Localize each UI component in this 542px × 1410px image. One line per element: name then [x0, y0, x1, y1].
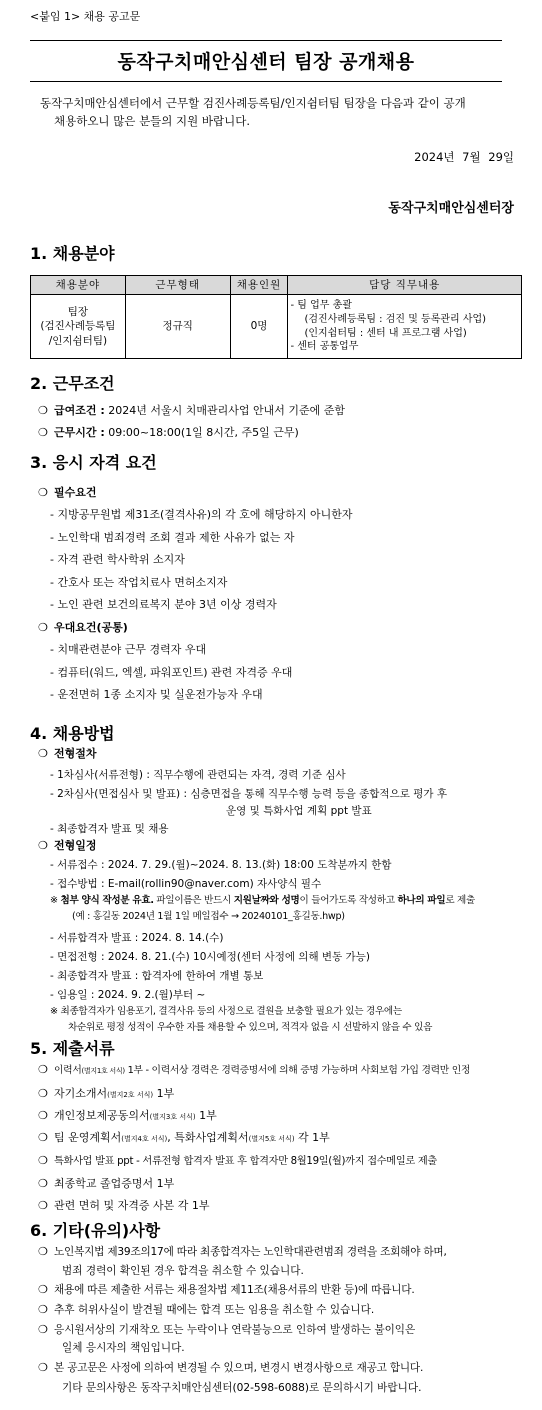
- doc-name: 개인정보제공동의서: [54, 1109, 150, 1122]
- notice-text: 추후 허위사실이 발견될 때에는 합격 또는 임용을 취소할 수 있습니다.: [54, 1304, 375, 1316]
- header-type: 근무형태: [125, 276, 230, 295]
- list-item: - 지방공무원법 제31조(결격사유)의 각 호에 해당하지 아니한자: [50, 508, 353, 521]
- duty-line-2: (검진사례등록팀 : 검진 및 등록관리 사업): [304, 313, 487, 325]
- section-2-title: 2. 근무조건: [30, 374, 115, 393]
- work-condition-salary: [38, 404, 345, 419]
- note-bold-2: 지원날짜와 성명: [233, 895, 300, 906]
- doc-desc: 각 1부: [294, 1131, 330, 1144]
- bullet-icon: ❍: [38, 839, 48, 852]
- schedule-title: [38, 839, 97, 854]
- intro-line-2: 채용하오니 많은 분들의 지원 바랍니다.: [54, 114, 251, 129]
- announcement-date: 2024년 7월 29일: [414, 150, 514, 164]
- list-item: - 임용일 : 2024. 9. 2.(월)부터 ~: [50, 989, 206, 1001]
- section-5-title: 5. 제출서류: [30, 1039, 115, 1058]
- schedule-title-text: 전형일정: [54, 839, 97, 852]
- bullet-icon: ❍: [38, 1323, 48, 1336]
- duty-line-4: - 센터 공통업무: [290, 341, 359, 353]
- list-item: - 서류접수 : 2024. 7. 29.(월)~2024. 8. 13.(화) 18:00 도착분까지 한함: [50, 859, 392, 871]
- doc-name-2: , 특화사업계획서: [167, 1131, 249, 1144]
- recruit-table: [30, 275, 522, 359]
- document-plans: [38, 1131, 330, 1146]
- list-item: - 컴퓨터(워드, 엑셀, 파워포인트) 관련 자격증 우대: [50, 666, 293, 679]
- notice-item: [38, 1323, 415, 1338]
- work-condition-hours: [38, 426, 299, 441]
- section-1-title: 1. 채용분야: [30, 244, 115, 263]
- bullet-icon: ❍: [38, 1154, 48, 1167]
- final-note-line-2: 차순위로 평정 성적이 우수한 자를 채용할 수 있으며, 적격자 없을 시 선발하지 않을 수 있음: [68, 1022, 433, 1033]
- list-item: - 최종합격자 발표 및 채용: [50, 823, 169, 835]
- doc-text: 관련 면허 및 자격증 사본 각 1부: [54, 1199, 210, 1212]
- bullet-icon: ❍: [38, 1361, 48, 1374]
- duty-line-3: (인지쉼터팀 : 센터 내 프로그램 사업): [304, 327, 467, 339]
- note-text-1: 파일이름은 반드시: [153, 895, 234, 906]
- list-item: - 2차심사(면접심사 및 발표) : 심층면접을 통해 직무수행 능력 등을 종합적으로 평가 후: [50, 788, 447, 800]
- final-note-line-1: ※ 최종합격자가 임용포기, 결격사유 등의 사정으로 결원을 보충할 필요가 있는 경우에는: [50, 1006, 402, 1017]
- notice-item-continuation: 일체 응시자의 책임입니다.: [62, 1342, 185, 1354]
- signature: 동작구치매안심센터장: [388, 201, 514, 216]
- list-item: - 최종합격자 발표 : 합격자에 한하여 개별 통보: [50, 970, 264, 982]
- cell-field: [31, 295, 126, 359]
- document-resume: [38, 1063, 470, 1078]
- bullet-icon: ❍: [38, 1109, 48, 1122]
- notice-text: 본 공고문은 사정에 의하여 변경될 수 있으며, 변경시 변경사항으로 재공고 합니다.: [54, 1362, 424, 1374]
- note-bold-3: 하나의 파일: [397, 895, 446, 906]
- doc-form: (별지4호 서식): [121, 1135, 168, 1143]
- intro-paragraph: [40, 94, 510, 131]
- notice-item-continuation: 범죄 경력이 확인된 경우 합격을 취소할 수 있습니다.: [62, 1265, 304, 1277]
- annex-label: <붙임 1> 채용 공고문: [30, 10, 141, 23]
- notice-text: 응시원서상의 기재착오 또는 누락이나 연락불능으로 인하여 발생하는 불이익은: [54, 1324, 416, 1336]
- field-line-2: (검진사례등록팀: [40, 320, 116, 333]
- document-license: [38, 1199, 210, 1214]
- document-self-intro: [38, 1087, 174, 1102]
- list-item: - 치매관련분야 근무 경력자 우대: [50, 643, 207, 656]
- duty-line-1: - 팀 업무 총괄: [290, 299, 352, 311]
- doc-text: 특화사업 발표 ppt - 서류전형 합격자 발표 후 합격자만 8월19일(월)까지 접수메일로 제출: [54, 1156, 437, 1167]
- process-title-text: 전형절차: [54, 747, 97, 760]
- salary-text: 2024년 서울시 치매관리사업 안내서 기준에 준함: [104, 404, 345, 417]
- notice-item: [38, 1245, 447, 1260]
- list-item-continuation: 운영 및 특화사업 계획 ppt 발표: [226, 805, 372, 817]
- document-privacy-consent: [38, 1109, 217, 1124]
- field-line-1: 팀장: [67, 306, 89, 319]
- notice-item: [38, 1361, 423, 1376]
- bullet-icon: ❍: [38, 1303, 48, 1316]
- note-bold-1: 첨부 양식 작성분 유효.: [60, 895, 154, 906]
- note-text-3: 로 제출: [445, 895, 475, 906]
- bullet-icon: ❍: [38, 747, 48, 760]
- bullet-icon: ❍: [38, 1087, 48, 1100]
- section-4-title: 4. 채용방법: [30, 724, 115, 743]
- doc-form-2: (별지5호 서식): [248, 1135, 295, 1143]
- bullet-icon: ❍: [38, 404, 48, 417]
- bullet-icon: ❍: [38, 426, 48, 439]
- page-title: 동작구치매안심센터 팀장 공개채용: [30, 40, 502, 82]
- required-title-text: 필수요건: [54, 486, 97, 499]
- cell-count: 0명: [230, 295, 288, 359]
- notice-text: 노인복지법 제39조의17에 따라 최종합격자는 노인학대관련범죄 경력을 조회해야 하며,: [54, 1246, 447, 1258]
- preferred-qualifications-title: [38, 621, 128, 636]
- field-line-3: /인지쉼터팀): [48, 334, 108, 347]
- doc-form: (별지2호 서식): [107, 1091, 154, 1099]
- header-duty: 담당 직무내용: [288, 276, 522, 295]
- hours-label: 근무시간 :: [54, 426, 105, 439]
- attachment-note-example: (예 : 홍길동 2024년 1월 1일 메일접수 → 20240101_홍길동.hwp): [72, 911, 345, 922]
- bullet-icon: ❍: [38, 1131, 48, 1144]
- salary-label: 급여조건 :: [54, 404, 105, 417]
- header-field: 채용분야: [31, 276, 126, 295]
- document-ppt: [38, 1154, 437, 1169]
- doc-desc: 1부: [153, 1087, 175, 1100]
- note-text-2: 이 들어가도록 작성하고: [299, 895, 398, 906]
- list-item: - 노인 관련 보건의료복지 분야 3년 이상 경력자: [50, 598, 277, 611]
- header-count: 채용인원: [230, 276, 288, 295]
- document-diploma: [38, 1177, 174, 1192]
- note-mark: ※: [50, 895, 58, 906]
- list-item: - 간호사 또는 작업치료사 면허소지자: [50, 576, 228, 589]
- section-3-title: 3. 응시 자격 요건: [30, 453, 157, 472]
- notice-item-continuation: 기타 문의사항은 동작구치매안심센터(02-598-6088)로 문의하시기 바랍니다.: [62, 1382, 422, 1394]
- doc-name: 자기소개서: [54, 1087, 108, 1100]
- doc-desc: 1부 - 이력서상 경력은 경력증명서에 의해 증명 가능하며 사회보험 가입 경력만 인정: [124, 1065, 471, 1076]
- doc-name: 팀 운영계획서: [54, 1131, 122, 1144]
- doc-desc: 1부: [195, 1109, 217, 1122]
- doc-name: 이력서: [54, 1065, 82, 1076]
- hours-text: 09:00~18:00(1일 8시간, 주5일 근무): [104, 426, 299, 439]
- bullet-icon: ❍: [38, 1177, 48, 1190]
- selection-process-title: [38, 747, 97, 762]
- bullet-icon: ❍: [38, 1283, 48, 1296]
- required-qualifications-title: [38, 486, 97, 501]
- list-item: - 운전면허 1종 소지자 및 실운전가능자 우대: [50, 688, 263, 701]
- notice-text: 채용에 따른 제출한 서류는 채용절차법 제11조(채용서류의 반환 등)에 따릅니다.: [54, 1284, 415, 1296]
- notice-item: [38, 1303, 374, 1318]
- list-item: - 접수방법 : E-mail(rollin90@naver.com) 자사양식 필수: [50, 878, 322, 890]
- notice-item: [38, 1283, 415, 1298]
- list-item: - 서류합격자 발표 : 2024. 8. 14.(수): [50, 932, 224, 944]
- doc-text: 최종학교 졸업증명서 1부: [54, 1177, 175, 1190]
- bullet-icon: ❍: [38, 486, 48, 499]
- bullet-icon: ❍: [38, 1199, 48, 1212]
- preferred-title-text: 우대요건(공통): [54, 621, 128, 634]
- table-header-row: [31, 276, 522, 295]
- bullet-icon: ❍: [38, 1063, 48, 1076]
- bullet-icon: ❍: [38, 1245, 48, 1258]
- table-row: [31, 295, 522, 359]
- list-item: - 자격 관련 학사학위 소지자: [50, 553, 185, 566]
- attachment-note: [50, 895, 475, 908]
- bullet-icon: ❍: [38, 621, 48, 634]
- intro-line-1: 동작구치매안심센터에서 근무할 검진사례등록팀/인지쉼터팀 팀장을 다음과 같이 공개: [40, 96, 466, 110]
- doc-form: (별지3호 서식): [149, 1113, 196, 1121]
- section-6-title: 6. 기타(유의)사항: [30, 1221, 161, 1240]
- doc-form: (별지1호 서식): [81, 1067, 125, 1075]
- list-item: - 1차심사(서류전형) : 직무수행에 관련되는 자격, 경력 기준 심사: [50, 769, 346, 781]
- list-item: - 노인학대 범죄경력 조회 결과 제한 사유가 없는 자: [50, 531, 295, 544]
- cell-duty: [288, 295, 522, 359]
- cell-type: 정규직: [125, 295, 230, 359]
- list-item: - 면접전형 : 2024. 8. 21.(수) 10시예정(센터 사정에 의해 변동 가능): [50, 951, 370, 963]
